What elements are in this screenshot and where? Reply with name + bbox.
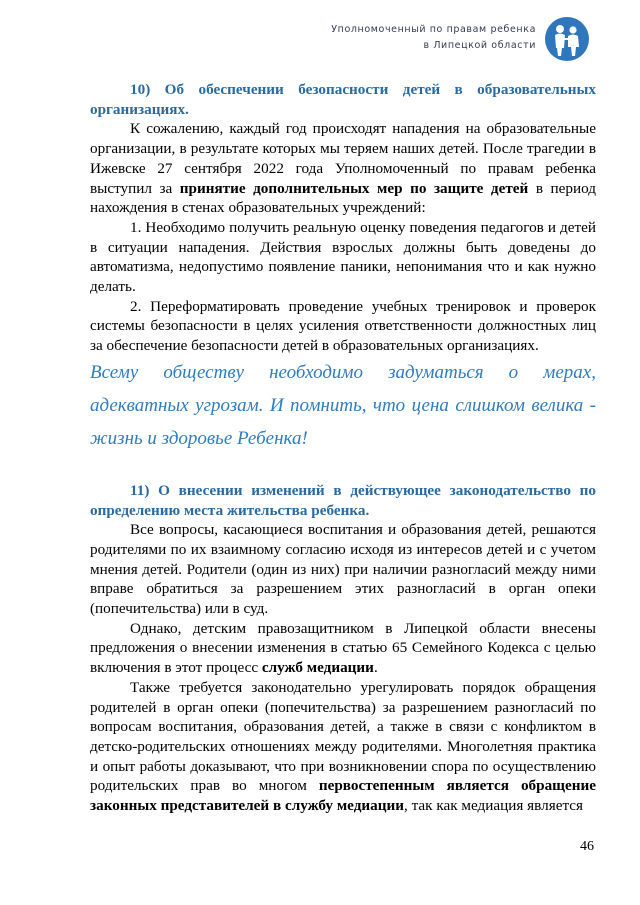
section-10-paragraph-1: К сожалению, каждый год происходят нападения на образовательные организации, в результате которых мы теряем наших детей. После трагедии в Ижевске 27 сентября 2022 года Уполномоченный по правам ребенка выступил за принятие дополнительных мер по защите детей в период нахождения в стенах образовательных учреждений: — [90, 120, 596, 217]
highlight-quote: Всему обществу необходимо задуматься о мерах, адекватных угрозам. И помнить, что цена слишком велика - жизнь и здоровье Ребенка! — [90, 361, 596, 449]
document-body — [90, 80, 596, 816]
section-11-paragraph-1: Все вопросы, касающиеся воспитания и образования детей, решаются родителями по их взаимному согласию исходя из интересов детей и с учетом мнения детей. Родители (один из них) при наличии разногласий между ними вправе обратиться за разрешением этих разногласий в орган опеки (попечительства) или в суд. — [90, 521, 596, 618]
header-line-2: в Липецкой области — [423, 40, 536, 51]
emphasis-text: принятие дополнительных мер по защите детей — [179, 179, 529, 197]
section-11-paragraph-2: Однако, детским правозащитником в Липецкой области внесены предложения о внесении изменения в статью 65 Семейного Кодекса с целью включения в этот процесс служб медиации. — [90, 619, 596, 677]
section-10-item-2: 2. Переформатировать проведение учебных тренировок и проверок системы безопасности в целях усиления ответственности должностных лиц за обеспечение безопасности детей в образовательных организациях. — [90, 297, 596, 355]
header-line-1: Уполномоченный по правам ребенка — [331, 24, 536, 35]
emphasis-text: первостепенным является обращение законных представителей в службу медиации — [90, 777, 596, 815]
section-10-item-1: 1. Необходимо получить реальную оценку поведения педагогов и детей в ситуации нападения. Действия взрослых должны быть доведены до автоматизма, недопустимо появление паники, непонимания что и как нужно делать. — [90, 218, 596, 296]
section-11-paragraph-3: Также требуется законодательно урегулировать порядок обращения родителей в орган опеки (попечительства) за разрешением разногласий по вопросам воспитания, образования детей, а также в связи с конфликтом в детско-родительских отношениях между родителями. Многолетняя практика и опыт работы доказывают, что при возникновении спора по осуществлению родительских прав во многом первостепенным является обращение законных представителей в службу медиации, так как медиация является — [90, 678, 596, 815]
page-number: 46 — [580, 839, 594, 854]
section-10-heading: 10) Об обеспечении безопасности детей в образовательных организациях. — [90, 81, 596, 118]
section-11-heading: 11) О внесении изменений в действующее законодательство по определению места жительства ребенка. — [90, 481, 596, 519]
children-silhouette-logo-icon — [544, 16, 590, 62]
emphasis-text: служб медиации — [261, 659, 374, 677]
page-header — [331, 22, 536, 54]
